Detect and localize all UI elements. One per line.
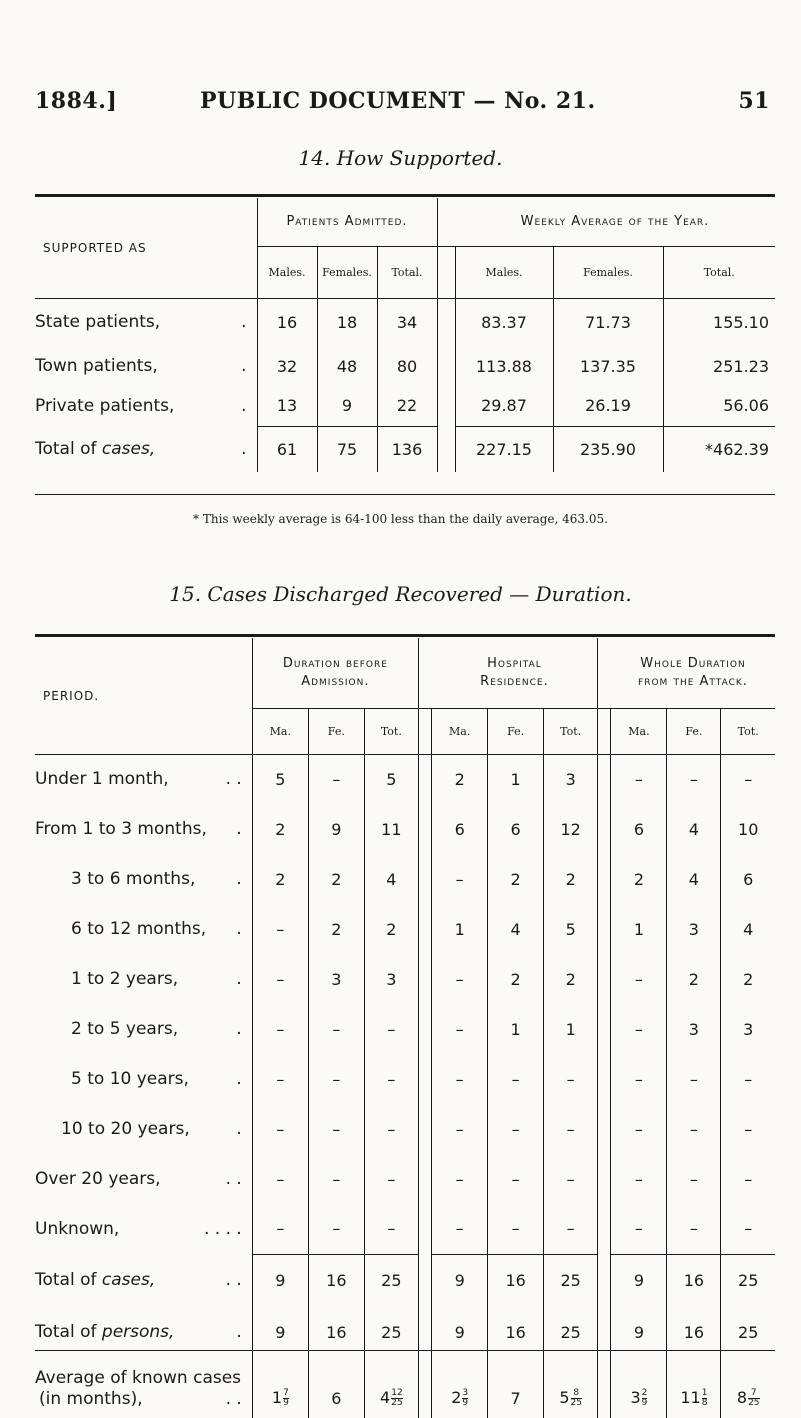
table-cell: 4 — [667, 804, 721, 854]
table-row: 10 to 20 years, . – – – – – – – – – — [35, 1104, 775, 1154]
table-cell: 3 — [308, 954, 364, 1004]
row-label: Private patients, — [35, 396, 175, 416]
document-title: PUBLIC DOCUMENT — No. 21. — [200, 88, 596, 114]
table-cell: 16 — [667, 1306, 721, 1358]
table-cell: 2 — [308, 854, 364, 904]
row-label: Total of persons, — [35, 1322, 175, 1342]
row-label: 6 to 12 months, — [71, 919, 207, 939]
table-cell: – — [611, 1204, 667, 1254]
table-cell: 3 — [667, 904, 721, 954]
table-cell: – — [252, 1204, 308, 1254]
table-row: Private patients, . 13 9 22 29.87 26.19 56.06 — [35, 386, 775, 426]
table-cell: – — [432, 1204, 488, 1254]
table-cell: – — [488, 1154, 544, 1204]
table-cell: – — [611, 1054, 667, 1104]
table-cell: 1 — [611, 904, 667, 954]
table-cell: – — [611, 1104, 667, 1154]
table-cell: 4 — [488, 904, 544, 954]
table-cell: – — [432, 1104, 488, 1154]
row-label: 1 to 2 years, — [71, 969, 179, 989]
average-value: 2 $\frac{3}{9}$ — [432, 1358, 488, 1418]
table-row: Town patients, . 32 48 80 113.88 137.35 251.23 — [35, 346, 775, 386]
table-cell: – — [544, 1154, 598, 1204]
table-cell: – — [488, 1204, 544, 1254]
row-label: 2 to 5 years, — [71, 1019, 179, 1039]
table-cell: 25 — [544, 1306, 598, 1358]
table-cell: – — [432, 1154, 488, 1204]
table-cell: – — [488, 1054, 544, 1104]
table-cell: 25 — [364, 1254, 418, 1306]
row-label: 10 to 20 years, — [61, 1119, 190, 1139]
average-value: 6 — [308, 1358, 364, 1418]
table-cell: 2 — [544, 954, 598, 1004]
table-row: 2 to 5 years, . – – – – 1 1 – 3 3 — [35, 1004, 775, 1054]
table-cell: 9 — [611, 1254, 667, 1306]
row-label: From 1 to 3 months, — [35, 819, 207, 839]
table-cell: 3 — [544, 754, 598, 804]
group-hospital-residence: Hospital Residence. — [432, 638, 598, 708]
table-cell: – — [308, 1104, 364, 1154]
row-label: Town patients, — [35, 356, 158, 376]
table-cell: – — [252, 904, 308, 954]
table-cell: 2 — [611, 854, 667, 904]
table-cell: 4 — [721, 904, 775, 954]
average-label: Average of known cases — [35, 1367, 242, 1388]
row-label: Under 1 month, — [35, 769, 169, 790]
table-cell: 6 — [432, 804, 488, 854]
page-number: 51 — [738, 88, 770, 114]
average-row: Average of known cases (in months), . . 1 $\frac{7}{9}$ 6 4 $\frac{12}{25}$ 2 $\frac{3}{9}$ 7 5 $\frac{8}{25}$ 3 $\frac{2}{9}$ 11 $\frac{1}{8}$ 8 $\frac{7}{25}$ — [35, 1358, 775, 1418]
table-cell: – — [488, 1104, 544, 1154]
table-cell: – — [544, 1204, 598, 1254]
bottom-rule — [35, 494, 775, 495]
table-cell: 3 — [364, 954, 418, 1004]
col-header: Females. — [553, 246, 663, 298]
table-cell: 4 — [364, 854, 418, 904]
table-cell: 2 — [488, 954, 544, 1004]
group-duration-before: Duration before Admission. — [252, 638, 418, 708]
table-cell: – — [611, 1154, 667, 1204]
table-cell: – — [721, 1204, 775, 1254]
subheader-row: Ma. Fe. Tot. Ma. Fe. Tot. Ma. Fe. Tot. — [35, 708, 775, 754]
row-label: Over 20 years, — [35, 1169, 161, 1189]
table-cell: – — [308, 1204, 364, 1254]
table-cell: 2 — [432, 754, 488, 804]
total-row: Total of persons, . 9 16 25 9 16 25 9 16 25 — [35, 1306, 775, 1358]
table-cell: 9 — [252, 1306, 308, 1358]
group-weekly-average: Weekly Average of the Year. — [455, 198, 775, 246]
table-cell: 2 — [364, 904, 418, 954]
row-label: Unknown, — [35, 1219, 120, 1239]
table-cell: 25 — [721, 1254, 775, 1306]
table-cell: 3 — [667, 1004, 721, 1054]
average-value: 11 $\frac{1}{8}$ — [667, 1358, 721, 1418]
section-15-title: 15. Cases Discharged Recovered — Duration. — [169, 582, 632, 606]
group-whole-duration: Whole Duration from the Attack. — [611, 638, 775, 708]
duration-table — [35, 638, 775, 1418]
table-cell: – — [432, 1004, 488, 1054]
average-value: 7 — [488, 1358, 544, 1418]
table-cell: 2 — [544, 854, 598, 904]
table-cell: – — [721, 1054, 775, 1104]
table-cell: 6 — [488, 804, 544, 854]
table-cell: 9 — [308, 804, 364, 854]
table-cell: 25 — [721, 1306, 775, 1358]
table-cell: – — [252, 1054, 308, 1104]
table-cell: 25 — [364, 1306, 418, 1358]
section-14-title: 14. How Supported. — [298, 146, 503, 170]
table-cell: 25 — [544, 1254, 598, 1306]
table-cell: – — [667, 754, 721, 804]
table-cell: – — [667, 1104, 721, 1154]
bottom-rule — [35, 1350, 775, 1351]
row-label: Total of cases, — [35, 439, 156, 459]
table-cell: 2 — [252, 804, 308, 854]
table-row: Under 1 month, . . 5 – 5 2 1 3 – – – — [35, 754, 775, 804]
average-value: 3 $\frac{2}{9}$ — [611, 1358, 667, 1418]
table-cell: – — [252, 1104, 308, 1154]
table-cell: 6 — [611, 804, 667, 854]
table-cell: 6 — [721, 854, 775, 904]
table-cell: 1 — [488, 754, 544, 804]
table-cell: 9 — [432, 1254, 488, 1306]
table-cell: 5 — [364, 754, 418, 804]
average-value: 5 $\frac{8}{25}$ — [544, 1358, 598, 1418]
table-cell: 16 — [488, 1254, 544, 1306]
table-cell: – — [432, 854, 488, 904]
total-row: Total of cases, . 61 75 136 227.15 235.90 *462.39 — [35, 426, 775, 472]
table-cell: – — [667, 1054, 721, 1104]
average-value: 1 $\frac{7}{9}$ — [252, 1358, 308, 1418]
table-cell: – — [364, 1154, 418, 1204]
table-cell: 4 — [667, 854, 721, 904]
table-cell: 9 — [611, 1306, 667, 1358]
table-cell: – — [308, 1004, 364, 1054]
page-header — [35, 88, 770, 124]
table-cell: 3 — [721, 1004, 775, 1054]
col-header: Total. — [377, 246, 437, 298]
top-rule — [35, 634, 775, 637]
table-row: 1 to 2 years, . – 3 3 – 2 2 – 2 2 — [35, 954, 775, 1004]
table-row: 3 to 6 months, . 2 2 4 – 2 2 2 4 6 — [35, 854, 775, 904]
table-cell: – — [721, 1104, 775, 1154]
top-rule — [35, 194, 775, 197]
table-cell: – — [308, 1054, 364, 1104]
table-cell: – — [721, 1154, 775, 1204]
table-cell: 5 — [544, 904, 598, 954]
table-cell: 10 — [721, 804, 775, 854]
table-cell: – — [252, 1004, 308, 1054]
table-row: From 1 to 3 months, . 2 9 11 6 6 12 6 4 10 — [35, 804, 775, 854]
col-header: Males. — [257, 246, 317, 298]
table-cell: – — [364, 1054, 418, 1104]
table-row: 6 to 12 months, . – 2 2 1 4 5 1 3 4 — [35, 904, 775, 954]
average-value: 4 $\frac{12}{25}$ — [364, 1358, 418, 1418]
table-cell: 2 — [488, 854, 544, 904]
table-cell: 16 — [667, 1254, 721, 1306]
table-cell: 2 — [721, 954, 775, 1004]
table-row: 5 to 10 years, . – – – – – – – – – — [35, 1054, 775, 1104]
table-cell: – — [667, 1204, 721, 1254]
table-cell: – — [252, 1154, 308, 1204]
support-table — [35, 198, 775, 472]
stub-header: PERIOD. — [43, 688, 100, 703]
table-cell: – — [308, 754, 364, 804]
table-cell: 12 — [544, 804, 598, 854]
table-cell: – — [611, 754, 667, 804]
table-cell: 1 — [432, 904, 488, 954]
table-cell: 9 — [252, 1254, 308, 1306]
footnote: * This weekly average is 64-100 less than the daily average, 463.05. — [193, 512, 608, 526]
table-cell: – — [611, 954, 667, 1004]
row-label: State patients, — [35, 312, 161, 333]
table-cell: 9 — [432, 1306, 488, 1358]
table-row: State patients, . 16 18 34 83.37 71.73 155.10 — [35, 298, 775, 346]
row-label: Total of cases, — [35, 1270, 156, 1290]
stub-header: SUPPORTED AS — [43, 240, 147, 255]
table-cell: 2 — [308, 904, 364, 954]
table-cell: 16 — [308, 1306, 364, 1358]
table-cell: 2 — [667, 954, 721, 1004]
average-value: 8 $\frac{7}{25}$ — [721, 1358, 775, 1418]
col-header: Females. — [317, 246, 377, 298]
table-cell: – — [667, 1154, 721, 1204]
table-cell: – — [308, 1154, 364, 1204]
row-label: 3 to 6 months, — [71, 869, 196, 889]
table-cell: 11 — [364, 804, 418, 854]
table-cell: 16 — [488, 1306, 544, 1358]
table-cell: 5 — [252, 754, 308, 804]
table-cell: 16 — [308, 1254, 364, 1306]
table-cell: – — [364, 1104, 418, 1154]
table-cell: – — [252, 954, 308, 1004]
table-cell: – — [432, 954, 488, 1004]
group-patients-admitted: Patients Admitted. — [257, 198, 437, 246]
row-label: 5 to 10 years, — [71, 1069, 189, 1089]
table-cell: – — [611, 1004, 667, 1054]
table-cell: 2 — [252, 854, 308, 904]
table-cell: – — [432, 1054, 488, 1104]
col-header: Males. — [455, 246, 553, 298]
col-header: Total. — [663, 246, 775, 298]
table-cell: – — [364, 1004, 418, 1054]
table-cell: – — [544, 1054, 598, 1104]
year-label: 1884.] — [35, 88, 118, 114]
table-cell: 1 — [488, 1004, 544, 1054]
table-row: Unknown, . . . . – – – – – – – – – — [35, 1204, 775, 1254]
table-cell: – — [364, 1204, 418, 1254]
table-row: Over 20 years, . . – – – – – – – – – — [35, 1154, 775, 1204]
table-cell: – — [721, 754, 775, 804]
total-row: Total of cases, . . 9 16 25 9 16 25 9 16 25 — [35, 1254, 775, 1306]
table-cell: – — [544, 1104, 598, 1154]
table-cell: 1 — [544, 1004, 598, 1054]
